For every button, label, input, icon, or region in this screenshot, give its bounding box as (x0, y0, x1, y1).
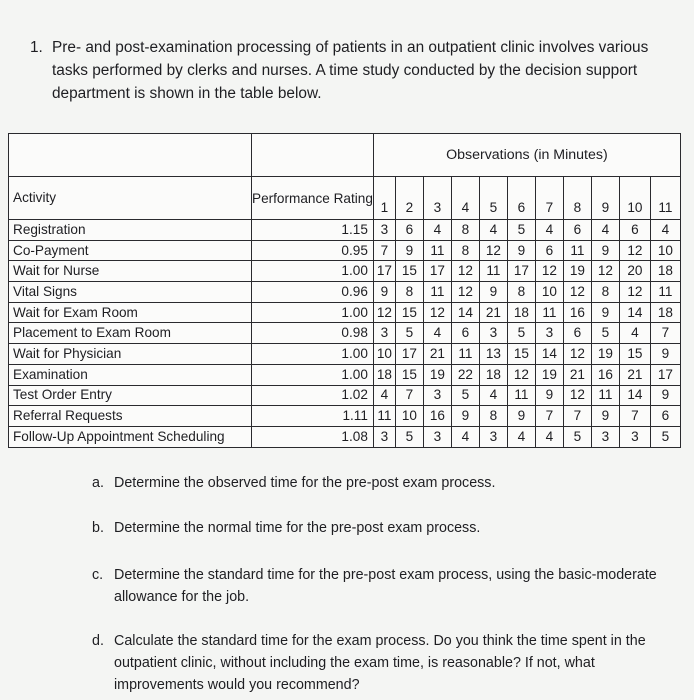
observation-cell: 8 (479, 406, 507, 427)
part-text: Calculate the standard time for the exam process. Do you think the time spent in the outpatient clinic, without including the exam time, is reasonable? If not, what improvements would you recommend? (114, 633, 646, 693)
observation-cell: 3 (479, 323, 507, 344)
observation-cell: 14 (619, 302, 650, 323)
observation-cell: 12 (563, 385, 591, 406)
part-label: a. (92, 475, 104, 491)
observation-cell: 11 (650, 282, 680, 303)
observation-cell: 8 (451, 220, 479, 241)
observation-cell: 15 (395, 261, 423, 282)
rating-cell: 1.00 (252, 261, 374, 282)
observation-cell: 11 (451, 344, 479, 365)
observation-cell: 21 (619, 364, 650, 385)
rating-cell: 1.02 (252, 385, 374, 406)
observation-cell: 3 (373, 426, 395, 447)
observation-cell: 3 (591, 426, 619, 447)
observation-cell: 15 (395, 302, 423, 323)
observation-cell: 12 (563, 282, 591, 303)
observation-cell: 21 (563, 364, 591, 385)
observation-cell: 11 (479, 261, 507, 282)
rating-cell: 1.15 (252, 220, 374, 241)
observation-cell: 3 (423, 385, 451, 406)
part-label: c. (92, 567, 104, 583)
observation-cell: 6 (619, 220, 650, 241)
observation-number-5: 5 (479, 177, 507, 220)
activity-cell: Examination (9, 364, 252, 385)
observation-cell: 17 (423, 261, 451, 282)
observation-cell: 7 (650, 323, 680, 344)
observation-cell: 8 (591, 282, 619, 303)
table-row (9, 323, 681, 344)
observation-cell: 19 (563, 261, 591, 282)
observation-cell: 9 (591, 406, 619, 427)
activity-cell: Vital Signs (9, 282, 252, 303)
observation-cell: 7 (395, 385, 423, 406)
rating-cell: 0.98 (252, 323, 374, 344)
observation-cell: 11 (373, 406, 395, 427)
observation-cell: 11 (563, 240, 591, 261)
observation-number-11: 11 (650, 177, 680, 220)
activity-cell: Wait for Physician (9, 344, 252, 365)
observation-cell: 6 (451, 323, 479, 344)
observation-cell: 8 (507, 282, 535, 303)
observation-cell: 4 (479, 385, 507, 406)
observation-cell: 11 (507, 385, 535, 406)
observation-cell: 9 (650, 385, 680, 406)
observation-cell: 4 (535, 220, 563, 241)
observation-cell: 5 (650, 426, 680, 447)
activity-cell: Wait for Nurse (9, 261, 252, 282)
observation-cell: 3 (373, 220, 395, 241)
observation-cell: 3 (479, 426, 507, 447)
table-row (9, 385, 681, 406)
observation-cell: 17 (395, 344, 423, 365)
observation-number-1: 1 (373, 177, 395, 220)
part-text: Determine the standard time for the pre-post exam process, using the basic-moderate allowance for the job. (114, 567, 657, 605)
observation-cell: 12 (507, 364, 535, 385)
observation-cell: 14 (619, 385, 650, 406)
observation-cell: 12 (535, 261, 563, 282)
activity-cell: Co-Payment (9, 240, 252, 261)
observation-cell: 12 (479, 240, 507, 261)
observation-cell: 12 (591, 261, 619, 282)
observation-cell: 4 (479, 220, 507, 241)
observation-cell: 9 (535, 385, 563, 406)
observation-cell: 4 (423, 220, 451, 241)
observation-cell: 18 (507, 302, 535, 323)
observation-cell: 22 (451, 364, 479, 385)
part-label: d. (92, 633, 104, 649)
observation-cell: 18 (373, 364, 395, 385)
observation-number-3: 3 (423, 177, 451, 220)
observation-cell: 9 (591, 240, 619, 261)
activity-cell: Follow-Up Appointment Scheduling (9, 426, 252, 447)
observation-cell: 16 (591, 364, 619, 385)
observation-cell: 9 (507, 240, 535, 261)
observation-cell: 6 (395, 220, 423, 241)
table-title-row (9, 134, 681, 177)
observation-cell: 12 (423, 302, 451, 323)
observation-number-8: 8 (563, 177, 591, 220)
observation-cell: 16 (423, 406, 451, 427)
observation-cell: 5 (451, 385, 479, 406)
observation-cell: 20 (619, 261, 650, 282)
rating-cell: 1.11 (252, 406, 374, 427)
observation-cell: 4 (423, 323, 451, 344)
table-row (9, 302, 681, 323)
observation-cell: 5 (507, 220, 535, 241)
observation-cell: 6 (535, 240, 563, 261)
observation-cell: 12 (451, 261, 479, 282)
observation-cell: 9 (507, 406, 535, 427)
observation-cell: 15 (619, 344, 650, 365)
observation-cell: 19 (591, 344, 619, 365)
observation-cell: 7 (373, 240, 395, 261)
rating-cell: 1.08 (252, 426, 374, 447)
table-row (9, 426, 681, 447)
observation-cell: 10 (650, 240, 680, 261)
part-text: Determine the observed time for the pre-post exam process. (114, 475, 496, 491)
observation-cell: 4 (535, 426, 563, 447)
observation-cell: 4 (451, 426, 479, 447)
observation-cell: 5 (395, 323, 423, 344)
observation-number-7: 7 (535, 177, 563, 220)
observation-cell: 17 (650, 364, 680, 385)
observation-cell: 8 (395, 282, 423, 303)
part-a (92, 472, 662, 494)
observation-cell: 9 (591, 302, 619, 323)
observations-title: Observations (in Minutes) (373, 134, 680, 177)
table-row (9, 282, 681, 303)
observation-cell: 16 (563, 302, 591, 323)
observation-cell: 11 (423, 282, 451, 303)
rating-cell: 1.00 (252, 302, 374, 323)
activity-cell: Registration (9, 220, 252, 241)
observation-cell: 14 (535, 344, 563, 365)
part-text: Determine the normal time for the pre-post exam process. (114, 520, 481, 536)
observation-cell: 21 (479, 302, 507, 323)
observation-cell: 11 (591, 385, 619, 406)
observation-cell: 3 (535, 323, 563, 344)
observation-cell: 10 (373, 344, 395, 365)
table-row (9, 220, 681, 241)
observation-cell: 5 (395, 426, 423, 447)
table-row (9, 406, 681, 427)
activity-cell: Wait for Exam Room (9, 302, 252, 323)
observation-cell: 9 (395, 240, 423, 261)
rating-cell: 1.00 (252, 344, 374, 365)
observation-cell: 19 (423, 364, 451, 385)
observation-number-9: 9 (591, 177, 619, 220)
observation-cell: 5 (591, 323, 619, 344)
observation-cell: 12 (563, 344, 591, 365)
observation-cell: 9 (451, 406, 479, 427)
observation-cell: 19 (535, 364, 563, 385)
observation-cell: 13 (479, 344, 507, 365)
time-study-table (8, 133, 681, 448)
rating-cell: 0.95 (252, 240, 374, 261)
observation-number-2: 2 (395, 177, 423, 220)
observation-number-4: 4 (451, 177, 479, 220)
question-text: Pre- and post-examination processing of patients in an outpatient clinic involves various tasks performed by clerks and nurses. A time study conducted by the decision support department is shown in the table below. (52, 39, 649, 102)
observation-cell: 14 (451, 302, 479, 323)
observation-cell: 12 (373, 302, 395, 323)
question-number: 1. (30, 39, 43, 56)
observation-cell: 7 (619, 406, 650, 427)
observation-cell: 4 (619, 323, 650, 344)
activity-cell: Referral Requests (9, 406, 252, 427)
observation-cell: 5 (563, 426, 591, 447)
observation-cell: 12 (451, 282, 479, 303)
part-label: b. (92, 520, 104, 536)
activity-cell: Placement to Exam Room (9, 323, 252, 344)
activity-cell: Test Order Entry (9, 385, 252, 406)
observation-cell: 17 (373, 261, 395, 282)
observation-cell: 9 (373, 282, 395, 303)
table-row (9, 261, 681, 282)
observation-cell: 5 (507, 323, 535, 344)
observation-cell: 21 (423, 344, 451, 365)
observation-cell: 6 (563, 220, 591, 241)
observation-cell: 18 (650, 261, 680, 282)
rating-cell: 1.00 (252, 364, 374, 385)
observation-cell: 18 (479, 364, 507, 385)
observation-cell: 7 (535, 406, 563, 427)
observation-cell: 4 (507, 426, 535, 447)
observation-cell: 9 (479, 282, 507, 303)
observation-cell: 11 (535, 302, 563, 323)
observation-cell: 4 (373, 385, 395, 406)
observation-cell: 7 (563, 406, 591, 427)
observation-cell: 9 (650, 344, 680, 365)
observation-cell: 3 (423, 426, 451, 447)
table-row (9, 364, 681, 385)
observation-cell: 3 (619, 426, 650, 447)
observation-cell: 10 (535, 282, 563, 303)
part-b (92, 517, 662, 539)
observation-cell: 6 (563, 323, 591, 344)
part-d (92, 630, 662, 696)
observation-number-6: 6 (507, 177, 535, 220)
observation-cell: 4 (650, 220, 680, 241)
observation-cell: 10 (395, 406, 423, 427)
observation-number-10: 10 (619, 177, 650, 220)
observation-cell: 8 (451, 240, 479, 261)
observation-cell: 18 (650, 302, 680, 323)
table-header-row (9, 177, 681, 220)
question-1 (30, 36, 680, 105)
observation-cell: 15 (507, 344, 535, 365)
rating-cell: 0.96 (252, 282, 374, 303)
part-c (92, 564, 662, 608)
observation-cell: 3 (373, 323, 395, 344)
observation-cell: 15 (395, 364, 423, 385)
table-row (9, 240, 681, 261)
observation-cell: 12 (619, 240, 650, 261)
activity-header: Activity (9, 177, 252, 220)
observation-cell: 17 (507, 261, 535, 282)
observation-cell: 4 (591, 220, 619, 241)
rating-header: Performance Rating (252, 177, 374, 220)
observation-cell: 6 (650, 406, 680, 427)
observation-cell: 12 (619, 282, 650, 303)
observation-cell: 11 (423, 240, 451, 261)
table-row (9, 344, 681, 365)
